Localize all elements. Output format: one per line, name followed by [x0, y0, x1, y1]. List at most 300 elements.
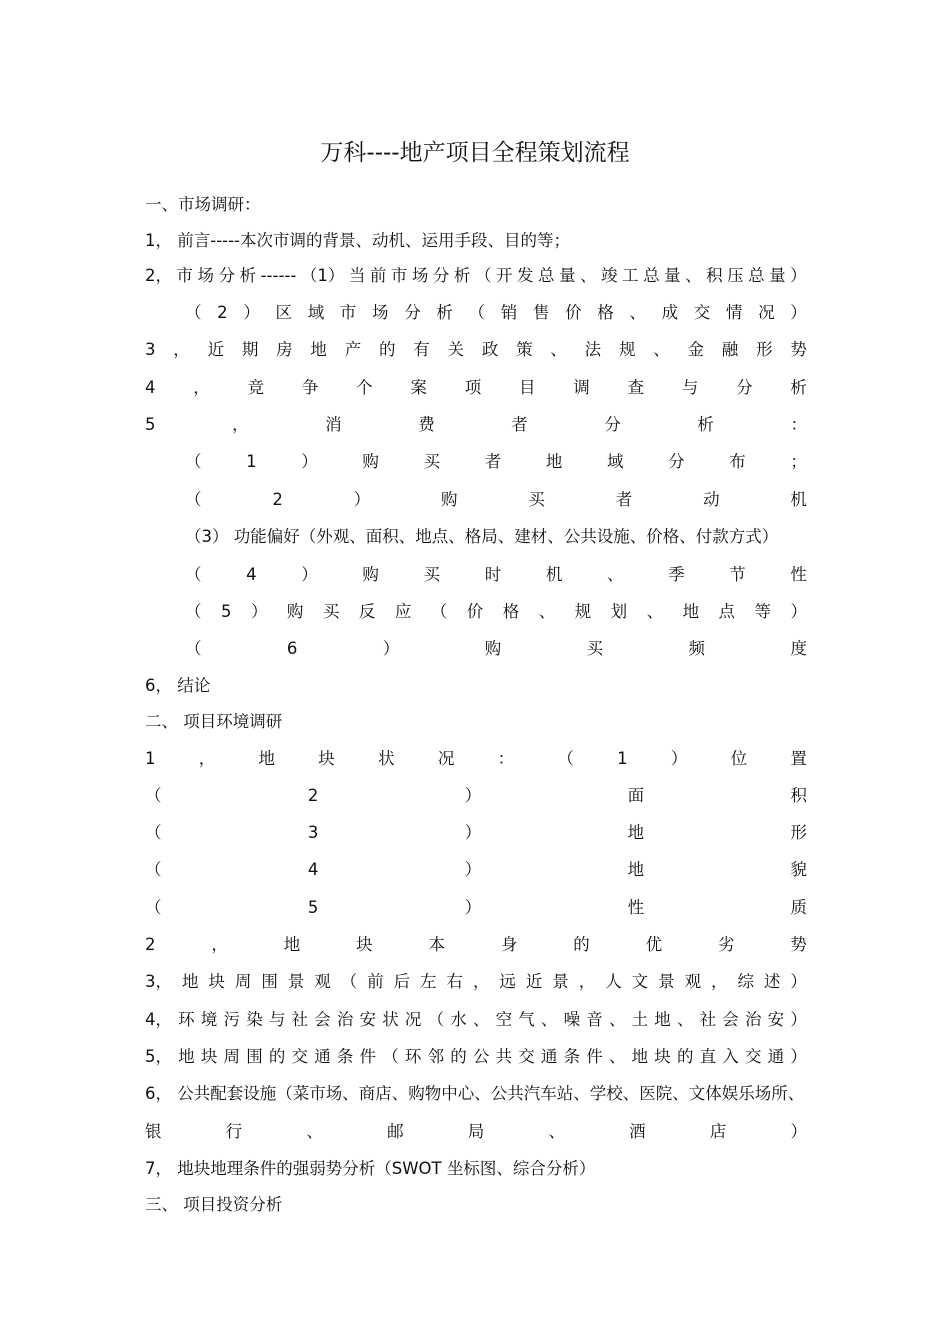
- line-token: 交: [693, 303, 711, 322]
- line-token: 件: [586, 1047, 603, 1066]
- line-token: 地: [310, 340, 327, 359]
- line-token: 与: [681, 378, 699, 397]
- line-token: 买: [528, 490, 545, 509]
- line-token: 频: [688, 639, 706, 658]
- line-token: 有: [413, 340, 430, 359]
- line-token: 反: [358, 602, 376, 621]
- line-token: 分: [404, 303, 421, 322]
- line-token: 地: [258, 749, 276, 768]
- line-token: 质: [790, 898, 807, 917]
- body-line: [145, 1008, 807, 1032]
- line-token: 会: [314, 1010, 331, 1029]
- line-token: 1: [246, 452, 257, 471]
- line-token: 、: [606, 565, 624, 584]
- line-token: （: [185, 639, 202, 658]
- line-token: 、: [653, 340, 670, 359]
- line-token: 性: [627, 898, 645, 917]
- body-line: （3） 功能偏好（外观、面积、地点、格局、建材、公共设施、价格、付款方式）: [185, 527, 779, 546]
- line-token: 、: [472, 1010, 490, 1029]
- body-line: 一、市场调研：: [145, 195, 261, 214]
- line-token: 5: [307, 898, 319, 917]
- line-token: 况: [404, 1010, 422, 1029]
- line-token: （: [427, 1010, 445, 1029]
- line-token: 后: [393, 972, 411, 991]
- line-token: 状: [382, 1010, 399, 1029]
- line-token: 环: [404, 1047, 422, 1066]
- line-token: 划: [610, 602, 628, 621]
- body-line: [145, 338, 807, 362]
- line-token: （: [185, 303, 202, 322]
- line-token: 通: [540, 1047, 558, 1066]
- line-token: ）: [790, 266, 807, 285]
- line-token: 2: [307, 786, 319, 805]
- line-token: （: [185, 565, 202, 584]
- line-token: 银: [145, 1122, 162, 1141]
- line-token: 竞: [247, 378, 265, 397]
- line-token: 售: [532, 303, 550, 322]
- line-token: ）: [464, 823, 482, 842]
- line-token: 安: [767, 1010, 785, 1029]
- body-line: 7， 地块地理条件的强弱势分析（SWOT 坐标图、综合分析）: [145, 1159, 596, 1178]
- line-token: 治: [336, 1010, 354, 1029]
- line-token: 前: [369, 266, 387, 285]
- line-token: 劣: [718, 935, 735, 954]
- line-token: 围: [246, 1047, 263, 1066]
- line-token: 、: [646, 602, 664, 621]
- line-token: 价: [466, 602, 484, 621]
- line-token: 布: [729, 452, 746, 471]
- line-token: 行: [225, 1122, 243, 1141]
- line-token: 块: [654, 1047, 671, 1066]
- line-token: ）: [301, 452, 318, 471]
- line-token: 当: [348, 266, 366, 285]
- line-token: 综: [737, 972, 754, 991]
- line-token: （1）: [300, 266, 345, 285]
- line-token: ）: [301, 565, 318, 584]
- line-token: 总: [748, 266, 765, 285]
- line-token: 析: [239, 266, 257, 285]
- line-token: 总: [537, 266, 555, 285]
- line-token: ，: [198, 749, 216, 768]
- line-token: 、: [676, 1010, 694, 1029]
- line-token: 购: [484, 639, 502, 658]
- line-token: 关: [447, 340, 465, 359]
- line-token: 近: [207, 340, 225, 359]
- line-token: 积: [706, 266, 723, 285]
- line-token: 产: [344, 340, 362, 359]
- line-token: 地: [181, 972, 199, 991]
- line-token: 述: [763, 972, 781, 991]
- line-token: 点: [718, 602, 736, 621]
- line-token: （: [145, 823, 162, 842]
- line-token: 案: [410, 378, 427, 397]
- line-token: （: [430, 602, 448, 621]
- line-token: 通: [314, 1047, 331, 1066]
- line-token: 面: [627, 786, 645, 805]
- line-token: 成: [661, 303, 679, 322]
- line-token: 分: [604, 415, 621, 434]
- line-token: 条: [336, 1047, 354, 1066]
- line-token: ）: [670, 749, 688, 768]
- body-line: [145, 1045, 807, 1069]
- line-token: 、: [538, 602, 556, 621]
- body-line: [145, 376, 807, 400]
- body-line: 三、 项目投资分析: [145, 1195, 283, 1214]
- line-token: 分: [432, 266, 450, 285]
- line-token: 总: [643, 266, 660, 285]
- line-token: 形: [756, 340, 773, 359]
- line-token: 4: [246, 565, 257, 584]
- body-line: [145, 784, 807, 808]
- body-line: [145, 747, 807, 771]
- line-token: 应: [394, 602, 412, 621]
- line-token: 法: [584, 340, 602, 359]
- line-token: 、: [608, 1010, 626, 1029]
- line-token: 分: [736, 378, 753, 397]
- line-token: 政: [481, 340, 499, 359]
- line-token: ）: [243, 303, 260, 322]
- line-token: 周: [223, 1047, 241, 1066]
- line-token: 查: [627, 378, 645, 397]
- line-token: 与: [268, 1010, 286, 1029]
- line-token: 块: [200, 1047, 218, 1066]
- line-token: 条: [563, 1047, 581, 1066]
- line-token: ）: [464, 860, 482, 879]
- line-token: 格: [502, 602, 520, 621]
- line-token: 社: [699, 1010, 717, 1029]
- line-token: （: [185, 602, 202, 621]
- line-token: ：: [790, 415, 807, 434]
- line-token: （: [382, 1047, 399, 1066]
- line-token: 金: [687, 340, 704, 359]
- line-token: 5，: [145, 1047, 172, 1066]
- line-token: 身: [500, 935, 518, 954]
- line-token: 4: [145, 378, 156, 397]
- line-token: 者: [511, 415, 528, 434]
- line-token: 竣: [601, 266, 618, 285]
- line-token: 境: [200, 1010, 218, 1029]
- body-line: [145, 858, 807, 882]
- line-token: 购: [441, 490, 458, 509]
- line-token: 、: [629, 303, 646, 322]
- line-token: 费: [418, 415, 435, 434]
- line-token: 况: [758, 303, 775, 322]
- line-token: 争: [301, 378, 319, 397]
- line-token: 地: [283, 935, 301, 954]
- line-token: 景: [287, 972, 305, 991]
- line-token: 期: [241, 340, 259, 359]
- line-token: 水: [450, 1010, 467, 1029]
- line-token: 邻: [427, 1047, 445, 1066]
- line-token: 安: [359, 1010, 377, 1029]
- line-token: 的: [573, 935, 590, 954]
- line-token: 地: [654, 1010, 671, 1029]
- line-token: 积: [790, 786, 807, 805]
- line-token: ------: [260, 266, 297, 285]
- line-token: 、: [685, 266, 702, 285]
- line-token: 场: [197, 266, 215, 285]
- line-token: ）: [464, 786, 482, 805]
- line-token: 价: [565, 303, 582, 322]
- line-token: 周: [234, 972, 252, 991]
- line-token: 压: [727, 266, 744, 285]
- line-token: 3: [307, 823, 319, 842]
- line-token: 分: [218, 266, 236, 285]
- body-line: [145, 821, 807, 845]
- line-token: 、: [306, 1122, 323, 1141]
- line-token: 机: [545, 565, 563, 584]
- line-token: 析: [697, 415, 714, 434]
- line-token: 2，: [145, 266, 172, 285]
- line-token: 形: [790, 823, 807, 842]
- line-token: 时: [484, 565, 502, 584]
- line-token: 析: [790, 378, 807, 397]
- body-line: [185, 600, 807, 624]
- line-token: ）: [790, 1122, 807, 1141]
- line-token: 买: [586, 639, 604, 658]
- line-token: ，: [578, 972, 596, 991]
- line-token: 2: [145, 935, 156, 954]
- line-token: 入: [722, 1047, 739, 1066]
- line-token: 量: [769, 266, 786, 285]
- line-token: 消: [325, 415, 342, 434]
- line-token: 房: [276, 340, 293, 359]
- line-token: 开: [495, 266, 513, 285]
- line-token: 节: [729, 565, 746, 584]
- line-token: 环: [178, 1010, 195, 1029]
- line-token: 季: [668, 565, 685, 584]
- line-token: 势: [790, 935, 807, 954]
- line-token: 通: [767, 1047, 785, 1066]
- body-line: [145, 264, 807, 288]
- line-token: ，: [472, 972, 490, 991]
- line-token: 6: [286, 639, 298, 658]
- line-token: 动: [703, 490, 720, 509]
- line-token: ）: [790, 303, 807, 322]
- line-token: 、: [540, 1010, 558, 1029]
- body-line: [185, 637, 807, 661]
- line-token: 地: [631, 1047, 649, 1066]
- line-token: 右: [446, 972, 463, 991]
- line-token: 优: [645, 935, 663, 954]
- line-token: 析: [436, 303, 453, 322]
- line-token: 块: [318, 749, 335, 768]
- line-token: 场: [411, 266, 429, 285]
- line-token: 格: [597, 303, 614, 322]
- line-token: 市: [176, 266, 194, 285]
- line-token: 气: [518, 1010, 535, 1029]
- line-token: 公: [472, 1047, 490, 1066]
- line-token: 购: [362, 565, 379, 584]
- line-token: 景: [552, 972, 569, 991]
- line-token: 况: [437, 749, 455, 768]
- body-line: [185, 301, 807, 325]
- line-token: 观: [684, 972, 702, 991]
- line-token: 交: [518, 1047, 535, 1066]
- line-token: 域: [307, 303, 325, 322]
- line-token: 买: [423, 452, 441, 471]
- line-token: 前: [367, 972, 384, 991]
- body-line: [145, 896, 807, 920]
- line-token: 社: [291, 1010, 309, 1029]
- body-line: [185, 450, 807, 474]
- line-token: 远: [499, 972, 516, 991]
- line-token: 目: [518, 378, 536, 397]
- line-token: 5: [145, 415, 156, 434]
- line-token: 势: [790, 340, 807, 359]
- line-token: 融: [721, 340, 739, 359]
- line-token: 调: [573, 378, 590, 397]
- line-token: （: [185, 452, 202, 471]
- line-token: ，: [193, 378, 210, 397]
- line-token: 貌: [790, 860, 807, 879]
- line-token: ）: [790, 1010, 807, 1029]
- line-token: 者: [615, 490, 633, 509]
- line-token: ：: [497, 749, 515, 768]
- line-token: 的: [676, 1047, 694, 1066]
- line-token: （: [468, 303, 486, 322]
- line-token: 量: [664, 266, 681, 285]
- body-line: 1， 前言-----本次市调的背景、动机、运用手段、目的等；: [145, 231, 571, 250]
- body-line: [185, 488, 807, 512]
- line-token: 围: [261, 972, 278, 991]
- line-token: ）: [382, 639, 400, 658]
- line-token: 买: [322, 602, 340, 621]
- line-token: 等: [754, 602, 771, 621]
- line-token: ）: [250, 602, 268, 621]
- line-token: 地: [682, 602, 700, 621]
- line-token: 地: [178, 1047, 195, 1066]
- line-token: ）: [464, 898, 482, 917]
- line-token: 区: [275, 303, 293, 322]
- line-token: （: [474, 266, 492, 285]
- body-line: [185, 563, 807, 587]
- line-token: 近: [525, 972, 543, 991]
- line-token: 观: [314, 972, 331, 991]
- line-token: 地: [627, 823, 645, 842]
- line-token: ，: [173, 340, 190, 359]
- line-token: 景: [658, 972, 675, 991]
- body-line: [145, 933, 807, 957]
- line-token: 析: [453, 266, 471, 285]
- line-token: 1: [145, 749, 156, 768]
- line-token: 邮: [387, 1122, 404, 1141]
- line-token: 度: [790, 639, 807, 658]
- line-token: 块: [356, 935, 373, 954]
- line-token: 交: [291, 1047, 309, 1066]
- line-token: 量: [559, 266, 576, 285]
- line-token: 会: [722, 1010, 739, 1029]
- line-token: 发: [516, 266, 534, 285]
- line-token: 店: [709, 1122, 727, 1141]
- line-token: ）: [353, 490, 371, 509]
- line-token: 项: [464, 378, 482, 397]
- line-token: 情: [725, 303, 743, 322]
- line-token: 状: [378, 749, 395, 768]
- line-token: 空: [495, 1010, 513, 1029]
- line-token: 局: [467, 1122, 485, 1141]
- line-token: 购: [286, 602, 304, 621]
- line-token: （: [340, 972, 358, 991]
- line-token: 4，: [145, 1010, 172, 1029]
- line-token: 、: [548, 1122, 565, 1141]
- line-token: 土: [631, 1010, 649, 1029]
- line-token: 者: [484, 452, 502, 471]
- line-token: 地: [627, 860, 645, 879]
- line-token: 机: [790, 490, 807, 509]
- body-line: [145, 1120, 807, 1144]
- line-token: 污: [223, 1010, 241, 1029]
- line-token: 的: [378, 340, 396, 359]
- line-token: 人: [605, 972, 622, 991]
- line-token: 1: [617, 749, 628, 768]
- line-token: 左: [420, 972, 437, 991]
- line-token: 性: [790, 565, 807, 584]
- line-token: 的: [268, 1047, 286, 1066]
- line-token: 市: [390, 266, 408, 285]
- line-token: 的: [450, 1047, 467, 1066]
- line-token: 、: [550, 340, 567, 359]
- line-token: 5: [220, 602, 232, 621]
- line-token: （: [145, 898, 162, 917]
- line-token: ，: [211, 935, 228, 954]
- line-token: 3，: [145, 972, 172, 991]
- line-token: 3: [145, 340, 156, 359]
- line-token: 直: [699, 1047, 717, 1066]
- line-token: ）: [790, 602, 807, 621]
- line-token: 置: [790, 749, 807, 768]
- line-token: 域: [606, 452, 624, 471]
- line-token: 本: [428, 935, 445, 954]
- line-token: 场: [372, 303, 389, 322]
- line-token: ，: [232, 415, 249, 434]
- line-token: ；: [790, 452, 807, 471]
- line-token: 共: [495, 1047, 513, 1066]
- line-token: 工: [622, 266, 639, 285]
- line-token: 位: [730, 749, 748, 768]
- line-token: 购: [362, 452, 379, 471]
- line-token: （: [145, 860, 162, 879]
- line-token: 买: [423, 565, 441, 584]
- body-line: [145, 970, 807, 994]
- line-token: ，: [711, 972, 728, 991]
- line-token: 噪: [563, 1010, 581, 1029]
- line-token: 染: [246, 1010, 263, 1029]
- line-token: 4: [307, 860, 319, 879]
- body-line: [145, 413, 807, 437]
- line-token: 治: [744, 1010, 762, 1029]
- line-token: 地: [545, 452, 563, 471]
- line-token: 2: [217, 303, 228, 322]
- body-line: 二、 项目环境调研: [145, 712, 283, 731]
- line-token: 规: [618, 340, 636, 359]
- line-token: 策: [516, 340, 533, 359]
- line-token: 、: [580, 266, 597, 285]
- line-token: 酒: [629, 1122, 646, 1141]
- document-title: 万科----地产项目全程策划流程: [320, 140, 630, 166]
- line-token: （: [185, 490, 202, 509]
- line-token: 销: [500, 303, 518, 322]
- line-token: 分: [668, 452, 685, 471]
- line-token: 块: [208, 972, 225, 991]
- line-token: （: [145, 786, 162, 805]
- line-token: ）: [790, 972, 807, 991]
- line-token: 交: [744, 1047, 762, 1066]
- line-token: 个: [356, 378, 373, 397]
- body-line: 6， 公共配套设施（菜市场、商店、购物中心、公共汽车站、学校、医院、文体娱乐场所、: [145, 1084, 805, 1103]
- line-token: 音: [586, 1010, 603, 1029]
- line-token: 件: [359, 1047, 377, 1066]
